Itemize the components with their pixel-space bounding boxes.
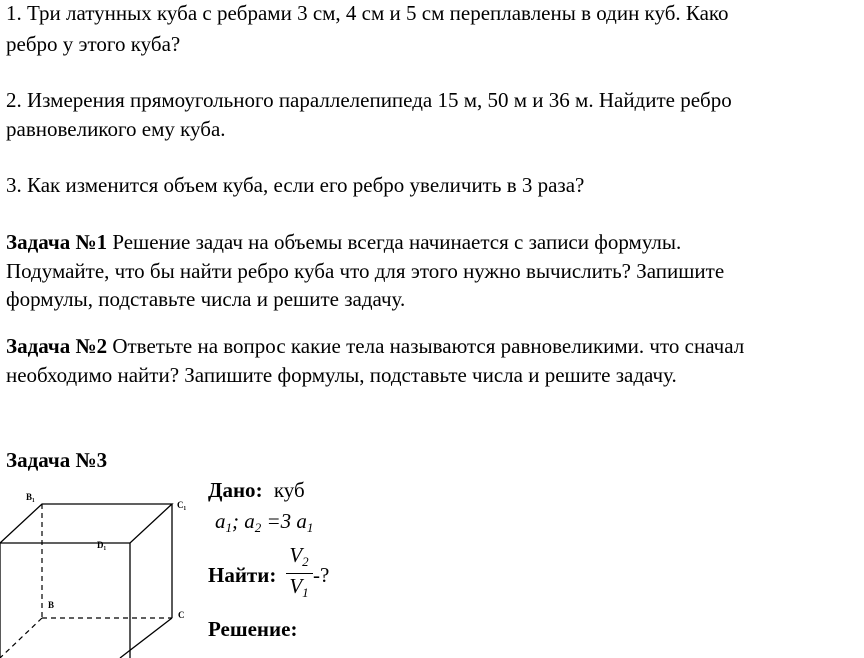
cube-label-c1: C₁ xyxy=(177,500,187,510)
task-2-line-1 xyxy=(6,333,744,360)
problem-1-line-1: 1. Три латунных куба с ребрами 3 см, 4 см и 5 см переплавлены в один куб. Како xyxy=(6,1,729,25)
problem-2-line-1: 2. Измерения прямоугольного параллелепипеда 15 м, 50 м и 36 м. Найдите ребро xyxy=(6,88,732,112)
solution-label: Решение: xyxy=(208,617,298,641)
fraction-denominator: $V_1$ xyxy=(289,574,309,600)
task-1-line-1 xyxy=(6,229,681,256)
given-label: Дано xyxy=(208,478,256,502)
find-label: Найти: xyxy=(208,563,277,587)
task-1-line-2: Подумайте, что бы найти ребро куба что для этого нужно вычислить? Запишите xyxy=(6,259,725,283)
cube-label-b1: B₁ xyxy=(26,492,35,502)
fraction-numerator: $V_2$ xyxy=(289,543,309,569)
task-2-line-2: необходимо найти? Запишите формулы, подставьте числа и решите задачу. xyxy=(6,363,677,387)
cube-top-face xyxy=(0,504,172,543)
task-1-text-1: Решение задач на объемы всегда начинается с записи формулы. xyxy=(107,230,682,254)
problem-2-line-2: равновеликого ему куба. xyxy=(6,117,226,141)
cube-label-b: B xyxy=(48,600,55,610)
find-suffix: -? xyxy=(313,563,330,587)
cube-label-c: C xyxy=(178,610,185,620)
cube-edge-bottom-right xyxy=(120,618,172,658)
task-2-title: Задача №2 xyxy=(6,334,108,358)
problem-3-line-1: 3. Как изменится объем куба, если его ребро увеличить в 3 раза? xyxy=(6,173,585,197)
problem-1-line-2: ребро у этого куба? xyxy=(6,32,181,56)
cube-label-d1: D₁ xyxy=(97,540,107,550)
task-1-title: Задача №1 xyxy=(6,230,108,254)
cube-figure xyxy=(0,488,200,658)
given-row: Дано: куб xyxy=(208,478,305,502)
task-2-text-1: Ответьте на вопрос какие тела называются равновеликими. что сначал xyxy=(107,334,745,358)
given-relation: $a_1$; $a_2 =3$ $a_1$ xyxy=(215,509,314,535)
task-3-title: Задача №3 xyxy=(6,448,108,472)
task-1-line-3: формулы, подставьте числа и решите задачу. xyxy=(6,287,406,311)
cube-hidden-edge-diagonal xyxy=(0,618,42,658)
given-value: куб xyxy=(273,478,305,502)
